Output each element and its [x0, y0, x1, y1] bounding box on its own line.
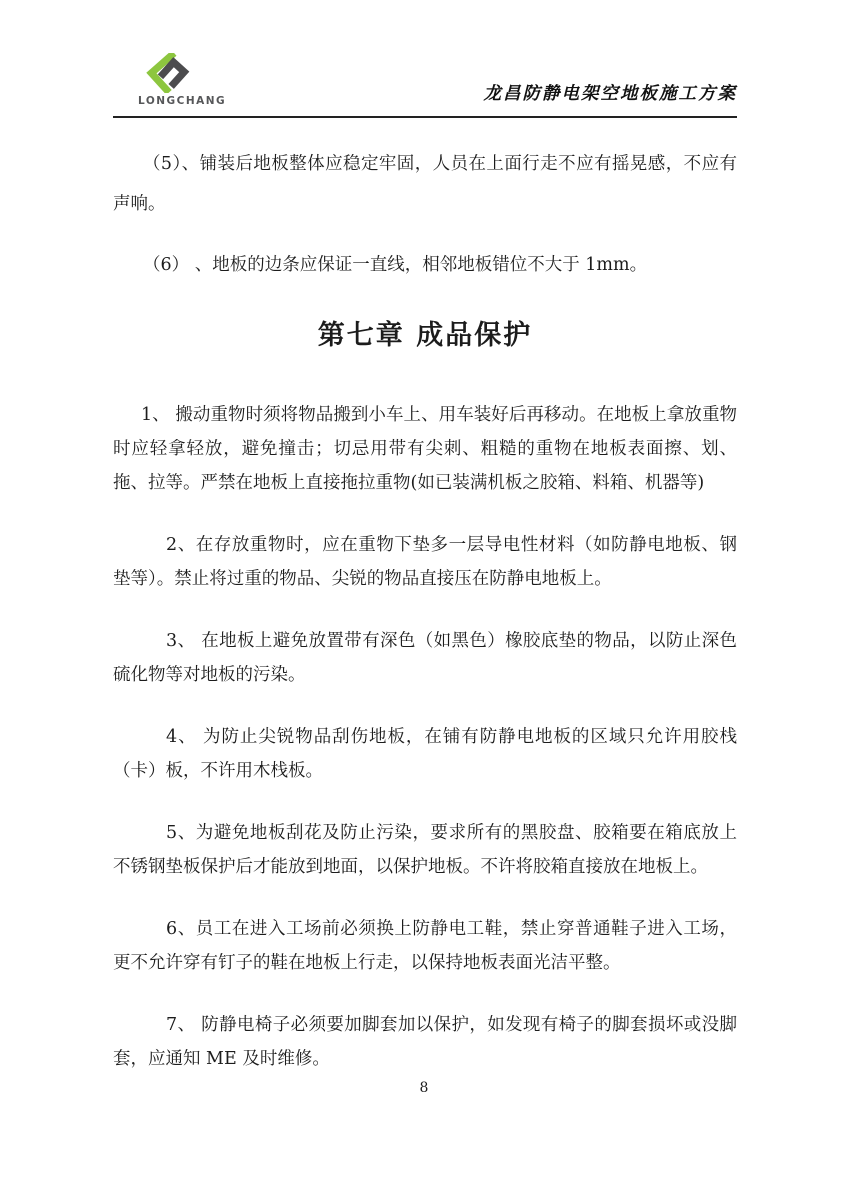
paragraph-5: 5、为避免地板刮花及防止污染，要求所有的黑胶盘、胶箱要在箱底放上不锈钢垫板保护后才能放到地面，以保护地板。不许将胶箱直接放在地板上。	[113, 822, 737, 877]
paragraph-7: 7、 防静电椅子必须要加脚套加以保护，如发现有椅子的脚套损坏或没脚套，应通知 ME 及时维修。	[113, 1014, 737, 1069]
paragraph-item-5: （5）、铺装后地板整体应稳定牢固，人员在上面行走不应有摇晃感，不应有声响。	[113, 153, 737, 214]
brand-name-text: LONGCHANG	[138, 95, 227, 107]
longchang-logo-icon	[138, 53, 200, 93]
chapter-heading: 第七章 成品保护	[317, 319, 533, 351]
page-header	[113, 0, 737, 118]
paragraph-2: 2、在存放重物时，应在重物下垫多一层导电性材料（如防静电地板、钢垫等）。禁止将过重的物品、尖锐的物品直接压在防静电地板上。	[113, 534, 737, 589]
paragraph-6: 6、员工在进入工场前必须换上防静电工鞋，禁止穿普通鞋子进入工场，更不允许穿有钉子的鞋在地板上行走，以保持地板表面光洁平整。	[113, 918, 737, 973]
document-title: 龙昌防静电架空地板施工方案	[483, 83, 737, 104]
paragraph-3: 3、 在地板上避免放置带有深色（如黑色）橡胶底垫的物品，以防止深色硫化物等对地板的污染。	[113, 630, 737, 685]
paragraph-1: 1、 搬动重物时须将物品搬到小车上、用车装好后再移动。在地板上拿放重物时应轻拿轻放，避免撞击；切忌用带有尖刺、粗糙的重物在地板表面擦、划、拖、拉等。严禁在地板上直接拖拉重物(如已装满机板之胶箱、料箱、机器等)	[113, 404, 737, 493]
document-body	[113, 144, 737, 1076]
company-logo	[138, 53, 226, 107]
paragraph-item-6: （6） 、地板的边条应保证一直线，相邻地板错位不大于 1mm。	[143, 254, 648, 275]
page-number: 8	[419, 1080, 429, 1096]
paragraph-4: 4、 为防止尖锐物品刮伤地板，在铺有防静电地板的区域只允许用胶栈（卡）板，不许用木栈板。	[113, 726, 737, 781]
